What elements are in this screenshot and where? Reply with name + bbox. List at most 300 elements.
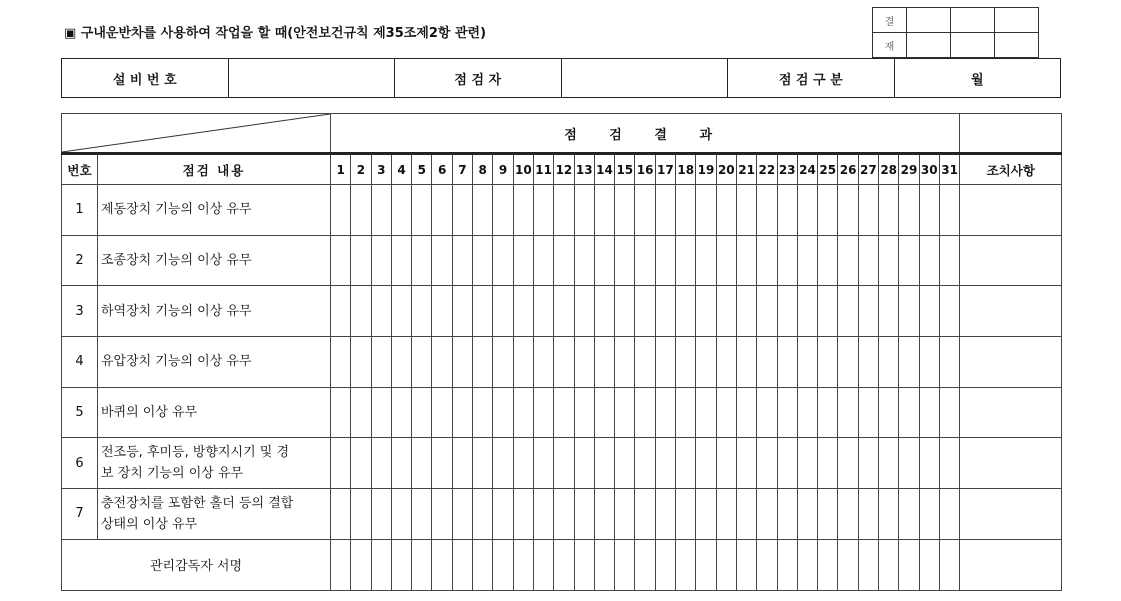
day-check-cell[interactable] <box>554 235 574 286</box>
approval-label: 결 <box>873 8 907 33</box>
day-check-cell[interactable] <box>412 387 432 438</box>
day-check-cell[interactable] <box>736 438 756 489</box>
day-check-cell[interactable] <box>513 337 533 388</box>
table-row <box>62 235 1062 286</box>
item-text: 제동장치 기능의 이상 유무 <box>98 185 331 236</box>
day-check-cell[interactable] <box>412 337 432 388</box>
day-check-cell[interactable] <box>696 387 716 438</box>
day-check-cell[interactable] <box>493 489 513 540</box>
day-check-cell[interactable] <box>574 539 594 590</box>
day-check-cell[interactable] <box>879 387 899 438</box>
day-header: 23 <box>777 154 797 185</box>
day-check-cell[interactable] <box>858 235 878 286</box>
day-check-cell[interactable] <box>493 387 513 438</box>
day-check-cell[interactable] <box>391 286 411 337</box>
day-check-cell[interactable] <box>736 185 756 236</box>
day-check-cell[interactable] <box>391 337 411 388</box>
day-check-cell[interactable] <box>371 185 391 236</box>
day-check-cell[interactable] <box>939 235 959 286</box>
day-check-cell[interactable] <box>919 387 939 438</box>
day-check-cell[interactable] <box>696 438 716 489</box>
day-check-cell[interactable] <box>655 387 675 438</box>
day-check-cell[interactable] <box>351 387 371 438</box>
day-check-cell[interactable] <box>818 185 838 236</box>
day-check-cell[interactable] <box>797 337 817 388</box>
day-header: 27 <box>858 154 878 185</box>
day-check-cell[interactable] <box>331 489 351 540</box>
table-row <box>62 387 1062 438</box>
day-check-cell[interactable] <box>533 489 553 540</box>
day-check-cell[interactable] <box>939 438 959 489</box>
day-header: 2 <box>351 154 371 185</box>
day-check-cell[interactable] <box>797 185 817 236</box>
day-check-cell[interactable] <box>615 489 635 540</box>
day-check-cell[interactable] <box>676 489 696 540</box>
action-cell[interactable] <box>960 438 1062 489</box>
day-check-cell[interactable] <box>331 539 351 590</box>
day-check-cell[interactable] <box>736 539 756 590</box>
day-check-cell[interactable] <box>635 489 655 540</box>
day-header: 21 <box>736 154 756 185</box>
day-check-cell[interactable] <box>533 235 553 286</box>
day-check-cell[interactable] <box>676 337 696 388</box>
approval-cell[interactable] <box>995 8 1039 33</box>
approval-cell[interactable] <box>907 8 951 33</box>
day-check-cell[interactable] <box>574 235 594 286</box>
day-check-cell[interactable] <box>473 438 493 489</box>
day-check-cell[interactable] <box>493 337 513 388</box>
day-check-cell[interactable] <box>818 337 838 388</box>
day-check-cell[interactable] <box>594 539 614 590</box>
day-check-cell[interactable] <box>736 235 756 286</box>
equipment-no-label: 설 비 번 호 <box>62 59 229 98</box>
day-check-cell[interactable] <box>473 235 493 286</box>
inspector-field[interactable] <box>561 59 728 98</box>
day-check-cell[interactable] <box>939 539 959 590</box>
day-check-cell[interactable] <box>696 286 716 337</box>
day-check-cell[interactable] <box>351 337 371 388</box>
day-check-cell[interactable] <box>331 185 351 236</box>
day-check-cell[interactable] <box>777 337 797 388</box>
day-check-cell[interactable] <box>594 286 614 337</box>
day-check-cell[interactable] <box>594 489 614 540</box>
result-header-action-cell <box>960 114 1062 154</box>
form-title: ▣ 구내운반차를 사용하여 작업을 할 때(안전보건규칙 제35조제2항 관련) <box>64 26 487 41</box>
day-check-cell[interactable] <box>452 185 472 236</box>
day-check-cell[interactable] <box>777 286 797 337</box>
day-check-cell[interactable] <box>371 539 391 590</box>
day-check-cell[interactable] <box>452 235 472 286</box>
inspection-table <box>61 113 1062 591</box>
approval-cell[interactable] <box>951 33 995 58</box>
day-check-cell[interactable] <box>777 387 797 438</box>
day-check-cell[interactable] <box>594 337 614 388</box>
day-check-cell[interactable] <box>432 489 452 540</box>
day-check-cell[interactable] <box>554 539 574 590</box>
day-check-cell[interactable] <box>412 489 432 540</box>
approval-label: 재 <box>873 33 907 58</box>
action-cell[interactable] <box>960 337 1062 388</box>
day-check-cell[interactable] <box>838 286 858 337</box>
action-cell[interactable] <box>960 286 1062 337</box>
day-check-cell[interactable] <box>716 235 736 286</box>
action-cell[interactable] <box>960 387 1062 438</box>
day-check-cell[interactable] <box>696 539 716 590</box>
day-check-cell[interactable] <box>879 286 899 337</box>
day-check-cell[interactable] <box>473 489 493 540</box>
day-check-cell[interactable] <box>554 185 574 236</box>
day-check-cell[interactable] <box>493 185 513 236</box>
day-check-cell[interactable] <box>939 387 959 438</box>
day-check-cell[interactable] <box>899 387 919 438</box>
day-check-cell[interactable] <box>574 489 594 540</box>
day-check-cell[interactable] <box>554 387 574 438</box>
action-cell[interactable] <box>960 539 1062 590</box>
day-check-cell[interactable] <box>473 337 493 388</box>
day-check-cell[interactable] <box>939 185 959 236</box>
day-check-cell[interactable] <box>655 286 675 337</box>
day-check-cell[interactable] <box>473 539 493 590</box>
day-check-cell[interactable] <box>696 337 716 388</box>
day-check-cell[interactable] <box>879 438 899 489</box>
day-check-cell[interactable] <box>777 438 797 489</box>
day-check-cell[interactable] <box>655 489 675 540</box>
day-check-cell[interactable] <box>635 235 655 286</box>
action-header: 조치사항 <box>960 154 1062 185</box>
day-check-cell[interactable] <box>757 489 777 540</box>
day-check-cell[interactable] <box>615 438 635 489</box>
approval-cell[interactable] <box>951 8 995 33</box>
day-check-cell[interactable] <box>818 539 838 590</box>
day-check-cell[interactable] <box>493 235 513 286</box>
day-check-cell[interactable] <box>858 438 878 489</box>
day-check-cell[interactable] <box>331 286 351 337</box>
day-check-cell[interactable] <box>452 337 472 388</box>
day-check-cell[interactable] <box>696 185 716 236</box>
day-check-cell[interactable] <box>331 387 351 438</box>
day-check-cell[interactable] <box>879 235 899 286</box>
day-check-cell[interactable] <box>452 489 472 540</box>
day-check-cell[interactable] <box>615 539 635 590</box>
day-check-cell[interactable] <box>879 539 899 590</box>
day-check-cell[interactable] <box>676 438 696 489</box>
day-check-cell[interactable] <box>797 235 817 286</box>
day-check-cell[interactable] <box>513 489 533 540</box>
day-check-cell[interactable] <box>899 185 919 236</box>
day-check-cell[interactable] <box>594 438 614 489</box>
day-check-cell[interactable] <box>635 286 655 337</box>
day-check-cell[interactable] <box>777 185 797 236</box>
day-check-cell[interactable] <box>939 337 959 388</box>
day-check-cell[interactable] <box>391 387 411 438</box>
day-check-cell[interactable] <box>676 286 696 337</box>
day-check-cell[interactable] <box>858 185 878 236</box>
action-cell[interactable] <box>960 185 1062 236</box>
day-check-cell[interactable] <box>493 539 513 590</box>
day-check-cell[interactable] <box>716 286 736 337</box>
item-text: 조종장치 기능의 이상 유무 <box>98 235 331 286</box>
day-check-cell[interactable] <box>635 337 655 388</box>
day-check-cell[interactable] <box>716 539 736 590</box>
day-check-cell[interactable] <box>939 286 959 337</box>
day-header: 9 <box>493 154 513 185</box>
day-check-cell[interactable] <box>676 539 696 590</box>
day-check-cell[interactable] <box>635 387 655 438</box>
day-check-cell[interactable] <box>797 489 817 540</box>
item-no: 1 <box>62 185 98 236</box>
day-check-cell[interactable] <box>391 489 411 540</box>
day-check-cell[interactable] <box>513 387 533 438</box>
day-check-cell[interactable] <box>858 286 878 337</box>
day-header: 1 <box>331 154 351 185</box>
day-check-cell[interactable] <box>371 235 391 286</box>
day-check-cell[interactable] <box>919 489 939 540</box>
day-check-cell[interactable] <box>757 286 777 337</box>
category-field[interactable]: 월 <box>894 59 1061 98</box>
day-check-cell[interactable] <box>351 286 371 337</box>
day-check-cell[interactable] <box>432 235 452 286</box>
day-check-cell[interactable] <box>473 387 493 438</box>
day-check-cell[interactable] <box>797 438 817 489</box>
day-header: 20 <box>716 154 736 185</box>
day-check-cell[interactable] <box>574 337 594 388</box>
day-header: 19 <box>696 154 716 185</box>
day-check-cell[interactable] <box>513 185 533 236</box>
day-check-cell[interactable] <box>736 489 756 540</box>
day-check-cell[interactable] <box>452 438 472 489</box>
day-check-cell[interactable] <box>818 235 838 286</box>
day-check-cell[interactable] <box>818 438 838 489</box>
day-check-cell[interactable] <box>818 387 838 438</box>
day-check-cell[interactable] <box>736 286 756 337</box>
action-cell[interactable] <box>960 489 1062 540</box>
day-check-cell[interactable] <box>736 337 756 388</box>
day-check-cell[interactable] <box>818 286 838 337</box>
day-check-cell[interactable] <box>676 235 696 286</box>
day-check-cell[interactable] <box>635 539 655 590</box>
day-check-cell[interactable] <box>574 387 594 438</box>
day-check-cell[interactable] <box>899 489 919 540</box>
day-check-cell[interactable] <box>452 539 472 590</box>
day-check-cell[interactable] <box>574 438 594 489</box>
day-check-cell[interactable] <box>412 286 432 337</box>
day-check-cell[interactable] <box>777 539 797 590</box>
day-check-cell[interactable] <box>919 235 939 286</box>
day-check-cell[interactable] <box>838 185 858 236</box>
day-check-cell[interactable] <box>594 235 614 286</box>
day-check-cell[interactable] <box>716 337 736 388</box>
day-check-cell[interactable] <box>554 489 574 540</box>
approval-cell[interactable] <box>995 33 1039 58</box>
day-check-cell[interactable] <box>533 337 553 388</box>
day-check-cell[interactable] <box>533 185 553 236</box>
day-check-cell[interactable] <box>676 387 696 438</box>
day-check-cell[interactable] <box>736 387 756 438</box>
day-check-cell[interactable] <box>513 539 533 590</box>
day-check-cell[interactable] <box>655 539 675 590</box>
approval-cell[interactable] <box>907 33 951 58</box>
day-check-cell[interactable] <box>939 489 959 540</box>
day-check-cell[interactable] <box>452 387 472 438</box>
day-check-cell[interactable] <box>716 489 736 540</box>
day-check-cell[interactable] <box>371 337 391 388</box>
day-check-cell[interactable] <box>676 185 696 236</box>
day-check-cell[interactable] <box>533 539 553 590</box>
day-check-cell[interactable] <box>899 337 919 388</box>
day-check-cell[interactable] <box>412 235 432 286</box>
info-table <box>61 58 1061 98</box>
equipment-no-field[interactable] <box>228 59 395 98</box>
item-text: 바퀴의 이상 유무 <box>98 387 331 438</box>
day-check-cell[interactable] <box>391 185 411 236</box>
day-check-cell[interactable] <box>432 337 452 388</box>
day-header: 28 <box>879 154 899 185</box>
day-check-cell[interactable] <box>858 337 878 388</box>
day-check-cell[interactable] <box>635 438 655 489</box>
day-check-cell[interactable] <box>655 185 675 236</box>
day-check-cell[interactable] <box>351 489 371 540</box>
table-row <box>62 185 1062 236</box>
day-check-cell[interactable] <box>838 387 858 438</box>
action-cell[interactable] <box>960 235 1062 286</box>
day-check-cell[interactable] <box>533 387 553 438</box>
day-check-cell[interactable] <box>533 438 553 489</box>
day-check-cell[interactable] <box>432 286 452 337</box>
day-check-cell[interactable] <box>797 286 817 337</box>
day-check-cell[interactable] <box>919 337 939 388</box>
day-check-cell[interactable] <box>696 235 716 286</box>
day-check-cell[interactable] <box>879 337 899 388</box>
day-check-cell[interactable] <box>513 438 533 489</box>
day-check-cell[interactable] <box>554 438 574 489</box>
day-check-cell[interactable] <box>838 235 858 286</box>
item-text: 충전장치를 포함한 홀더 등의 결합상태의 이상 유무 <box>98 489 331 540</box>
day-check-cell[interactable] <box>696 489 716 540</box>
day-check-cell[interactable] <box>331 337 351 388</box>
day-check-cell[interactable] <box>574 185 594 236</box>
day-check-cell[interactable] <box>351 438 371 489</box>
day-check-cell[interactable] <box>391 539 411 590</box>
day-check-cell[interactable] <box>899 539 919 590</box>
day-check-cell[interactable] <box>716 387 736 438</box>
day-check-cell[interactable] <box>432 539 452 590</box>
day-check-cell[interactable] <box>371 438 391 489</box>
day-check-cell[interactable] <box>554 286 574 337</box>
day-check-cell[interactable] <box>716 438 736 489</box>
item-no: 5 <box>62 387 98 438</box>
day-check-cell[interactable] <box>655 337 675 388</box>
day-check-cell[interactable] <box>615 185 635 236</box>
day-check-cell[interactable] <box>655 438 675 489</box>
day-check-cell[interactable] <box>432 438 452 489</box>
day-check-cell[interactable] <box>919 286 939 337</box>
day-check-cell[interactable] <box>757 438 777 489</box>
day-header: 18 <box>676 154 696 185</box>
day-check-cell[interactable] <box>635 185 655 236</box>
day-check-cell[interactable] <box>412 438 432 489</box>
day-check-cell[interactable] <box>716 185 736 236</box>
day-check-cell[interactable] <box>412 185 432 236</box>
day-check-cell[interactable] <box>432 387 452 438</box>
day-check-cell[interactable] <box>391 235 411 286</box>
day-check-cell[interactable] <box>371 387 391 438</box>
day-check-cell[interactable] <box>797 387 817 438</box>
day-check-cell[interactable] <box>757 235 777 286</box>
table-row <box>62 438 1062 489</box>
day-check-cell[interactable] <box>899 235 919 286</box>
day-check-cell[interactable] <box>919 438 939 489</box>
day-check-cell[interactable] <box>331 235 351 286</box>
day-check-cell[interactable] <box>879 185 899 236</box>
day-check-cell[interactable] <box>473 185 493 236</box>
day-check-cell[interactable] <box>391 438 411 489</box>
day-check-cell[interactable] <box>371 286 391 337</box>
day-check-cell[interactable] <box>533 286 553 337</box>
day-check-cell[interactable] <box>797 539 817 590</box>
day-check-cell[interactable] <box>919 185 939 236</box>
day-check-cell[interactable] <box>493 286 513 337</box>
item-no: 6 <box>62 438 98 489</box>
day-check-cell[interactable] <box>757 337 777 388</box>
day-check-cell[interactable] <box>838 337 858 388</box>
day-check-cell[interactable] <box>473 286 493 337</box>
day-check-cell[interactable] <box>351 539 371 590</box>
day-check-cell[interactable] <box>757 539 777 590</box>
day-check-cell[interactable] <box>493 438 513 489</box>
day-check-cell[interactable] <box>371 489 391 540</box>
day-check-cell[interactable] <box>432 185 452 236</box>
day-check-cell[interactable] <box>452 286 472 337</box>
day-check-cell[interactable] <box>351 235 371 286</box>
day-check-cell[interactable] <box>858 489 878 540</box>
day-check-cell[interactable] <box>838 489 858 540</box>
day-check-cell[interactable] <box>615 337 635 388</box>
day-check-cell[interactable] <box>351 185 371 236</box>
day-header: 17 <box>655 154 675 185</box>
day-check-cell[interactable] <box>899 286 919 337</box>
day-check-cell[interactable] <box>838 539 858 590</box>
day-check-cell[interactable] <box>513 286 533 337</box>
day-check-cell[interactable] <box>331 438 351 489</box>
day-check-cell[interactable] <box>615 286 635 337</box>
day-check-cell[interactable] <box>818 489 838 540</box>
day-check-cell[interactable] <box>757 185 777 236</box>
day-check-cell[interactable] <box>513 235 533 286</box>
table-row <box>62 286 1062 337</box>
day-check-cell[interactable] <box>858 387 878 438</box>
day-check-cell[interactable] <box>879 489 899 540</box>
day-check-cell[interactable] <box>594 387 614 438</box>
day-check-cell[interactable] <box>777 489 797 540</box>
day-check-cell[interactable] <box>757 387 777 438</box>
day-check-cell[interactable] <box>574 286 594 337</box>
day-check-cell[interactable] <box>919 539 939 590</box>
day-header: 12 <box>554 154 574 185</box>
day-check-cell[interactable] <box>838 438 858 489</box>
day-check-cell[interactable] <box>554 337 574 388</box>
day-check-cell[interactable] <box>777 235 797 286</box>
day-check-cell[interactable] <box>412 539 432 590</box>
day-check-cell[interactable] <box>615 387 635 438</box>
item-no: 2 <box>62 235 98 286</box>
day-check-cell[interactable] <box>899 438 919 489</box>
day-header: 7 <box>452 154 472 185</box>
day-check-cell[interactable] <box>594 185 614 236</box>
day-header: 10 <box>513 154 533 185</box>
day-check-cell[interactable] <box>858 539 878 590</box>
day-check-cell[interactable] <box>615 235 635 286</box>
day-check-cell[interactable] <box>655 235 675 286</box>
